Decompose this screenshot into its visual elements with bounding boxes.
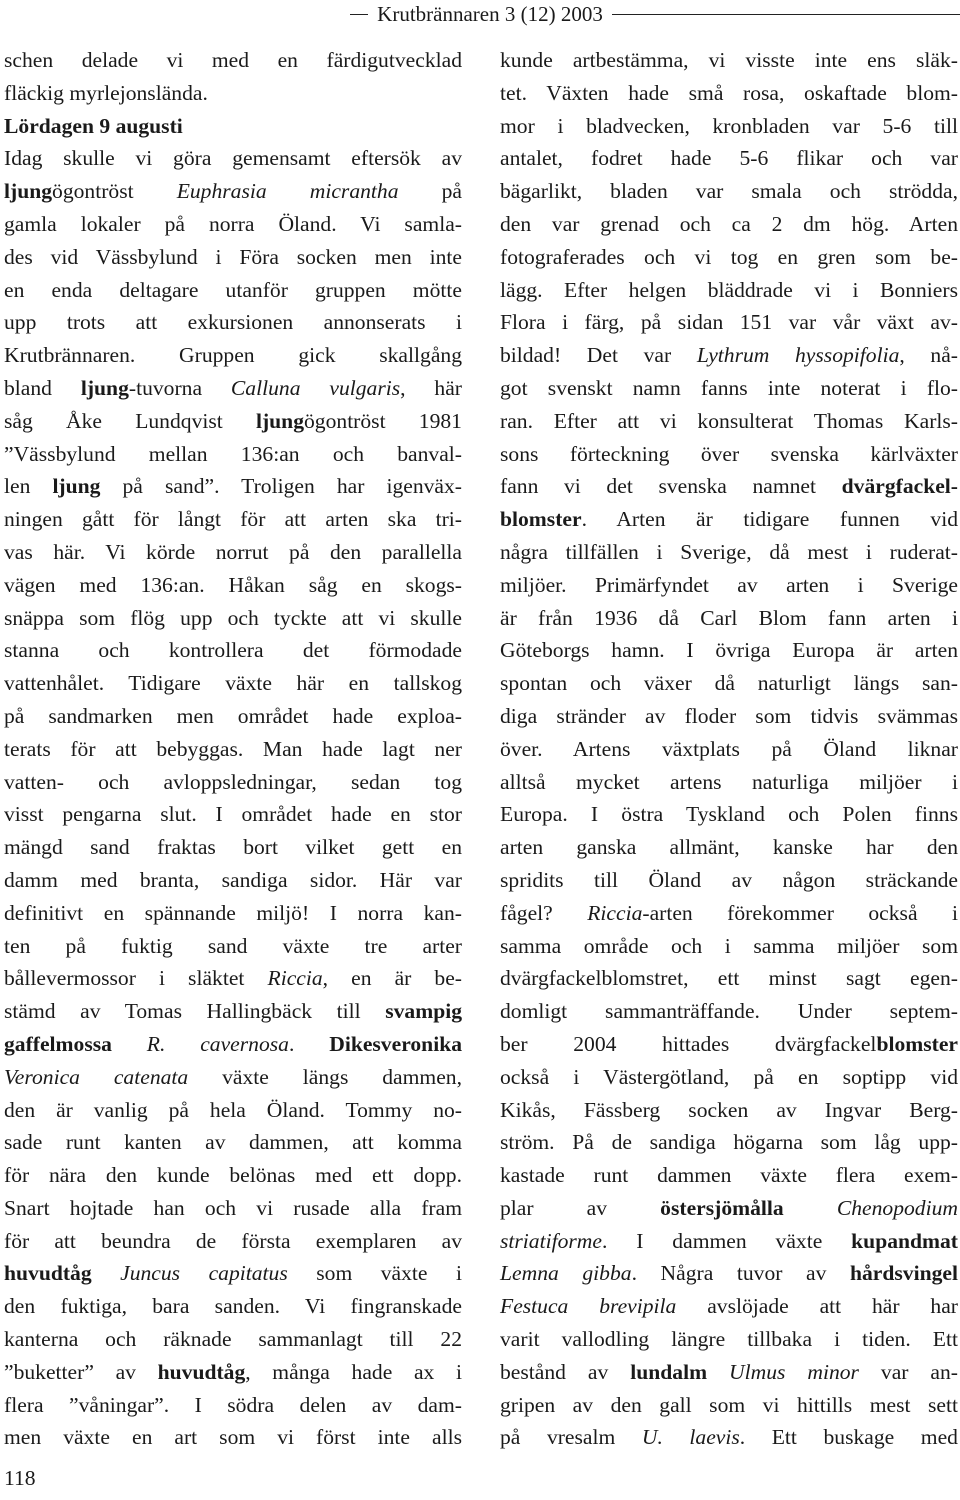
text-line: schen delade vi med en färdigutvecklad — [4, 48, 462, 72]
running-header — [0, 0, 960, 32]
text-line: got svenskt namn fanns inte noterat i flo- — [500, 375, 958, 400]
text-line: gamla lokaler på norra Öland. Vi samla- — [4, 211, 462, 236]
right-column — [500, 44, 958, 1454]
text-line: bållevermossor i släktet Riccia, en är be- — [4, 966, 462, 991]
text-line: definitivt en spännande miljö! I norra kan- — [4, 900, 462, 925]
text-line: den fuktiga, bara sanden. Vi fingranskade — [4, 1294, 462, 1319]
text-line: striatiforme. I dammen växte kupandmat — [500, 1228, 958, 1253]
text-line: ningen gått för långt för att arten ska tri- — [4, 507, 462, 532]
text-line: diga stränder av floder som tidvis svämmas — [500, 703, 958, 728]
text-line: miljöer. Primärfyndet av arten i Sverige — [500, 572, 958, 597]
text-line: Flora i färg, på sidan 151 var vår växt av- — [500, 310, 958, 335]
text-line: flera ”våningar”. I södra delen av dam- — [4, 1392, 462, 1417]
text-line: sade runt kanten av dammen, att komma — [4, 1130, 462, 1155]
text-line: vägen med 136:an. Håkan såg en skogs- — [4, 572, 462, 597]
text-line: Idag skulle vi göra gemensamt eftersök av — [4, 146, 462, 171]
text-line: tet. Växten hade små rosa, oskaftade blom- — [500, 80, 958, 105]
text-line: den var grenad och ca 2 dm hög. Arten — [500, 211, 958, 236]
text-line: den är vanlig på hela Öland. Tommy no- — [4, 1097, 462, 1122]
text-line: len ljung på sand”. Troligen har igenväx- — [4, 474, 462, 499]
text-line: såg Åke Lundqvist ljungögontröst 1981 — [4, 408, 462, 433]
text-line: också i Västergötland, på en soptipp vid — [500, 1064, 958, 1089]
text-line: bägarlikt, bladen var smala och strödda, — [500, 179, 958, 204]
text-line: en enda deltagare utanför gruppen mötte — [4, 277, 462, 302]
text-line: fann vi det svenska namnet dvärgfackel- — [500, 474, 958, 499]
text-line: samma område och i samma miljöer som — [500, 933, 958, 958]
text-line: antalet, fodret hade 5-6 flikar och var — [500, 146, 958, 171]
text-line: vas här. Vi körde norrut på den parallella — [4, 539, 462, 564]
text-line: terats för att bebyggas. Man hade lagt ner — [4, 736, 462, 761]
text-line: vatten- och avloppsledningar, sedan tog — [4, 769, 462, 794]
text-line: bildad! Det var Lythrum hyssopifolia, nå- — [500, 343, 958, 368]
text-line: fotograferades och vi tog en gren som be- — [500, 244, 958, 269]
text-line: ”buketter” av huvudtåg, många hade ax i — [4, 1359, 462, 1384]
text-line: ”Vässbylund mellan 136:an och banval- — [4, 441, 462, 466]
text-line: spontan och växer då naturligt längs san- — [500, 671, 958, 696]
text-line: bestånd av lundalm Ulmus minor var an- — [500, 1359, 958, 1384]
text-line: snäppa som flög upp och tyckte att vi skulle — [4, 605, 462, 630]
text-line: stanna och kontrollera det förmodade — [4, 638, 462, 663]
text-line: men växte en art som vi först inte alls — [4, 1425, 462, 1450]
text-line: gripen av den gall som vi hittills mest sett — [500, 1392, 958, 1417]
text-line: dvärgfackelblomstret, ett minst sagt egen- — [500, 966, 958, 991]
text-line: fläckig myrlejonslända. — [4, 80, 208, 105]
text-line: Kikås, Fässberg socken av Ingvar Berg- — [500, 1097, 958, 1122]
text-line: ran. Efter att vi konsulterat Thomas Karls- — [500, 408, 958, 433]
text-line: mängd sand fraktas bort vilket gett en — [4, 835, 462, 860]
text-line: för att beundra de första exemplaren av — [4, 1228, 462, 1253]
text-line: upp trots att exkursionen annonserats i — [4, 310, 462, 335]
journal-title: Krutbrännaren 3 (12) 2003 — [377, 2, 603, 26]
text-line: ber 2004 hittades dvärgfackelblomster — [500, 1031, 958, 1056]
text-line: Göteborgs hamn. I övriga Europa är arten — [500, 638, 958, 663]
text-line: kanterna och räknade sammanlagt till 22 — [4, 1327, 462, 1352]
text-line: varit vallodling längre tillbaka i tiden. Ett — [500, 1327, 958, 1352]
text-line: vattenhålet. Tidigare växte här en tallskog — [4, 671, 462, 696]
text-line: för nära den kunde belönas med ett dopp. — [4, 1163, 462, 1188]
text-line: huvudtåg Juncus capitatus som växte i — [4, 1261, 462, 1286]
text-line: på sandmarken men området hade exploa- — [4, 703, 462, 728]
text-line: domligt sammanträffande. Under septem- — [500, 999, 958, 1024]
text-line: damm med branta, sandiga sidor. Här var — [4, 867, 462, 892]
text-line: blomster. Arten är tidigare funnen vid — [500, 507, 958, 532]
text-line: lägg. Efter helgen bläddrade vi i Bonniers — [500, 277, 958, 302]
text-line: kunde artbestämma, vi visste inte ens släk- — [500, 48, 958, 72]
text-line: på vresalm U. laevis. Ett buskage med — [500, 1425, 958, 1450]
left-column — [4, 44, 462, 1454]
text-line: stämd av Tomas Hallingbäck till svampig — [4, 999, 462, 1024]
text-line: Veronica catenata växte längs dammen, — [4, 1064, 462, 1089]
text-line: sons förteckning över svenska kärlväxter — [500, 441, 958, 466]
text-line: Snart hojtade han och vi rusade alla fram — [4, 1195, 462, 1220]
text-line: Lemna gibba. Några tuvor av hårdsvingel — [500, 1261, 958, 1286]
page-number: 118 — [4, 1466, 36, 1490]
text-line: arten ganska allmänt, kanske har den — [500, 835, 958, 860]
text-line: mor i bladvecken, kronbladen var 5-6 till — [500, 113, 958, 138]
text-line: Festuca brevipila avslöjade att här har — [500, 1294, 958, 1319]
text-line: fågel? Riccia-arten förekommer också i — [500, 900, 959, 925]
text-line: Europa. I östra Tyskland och Polen finns — [500, 802, 958, 827]
text-line: över. Artens växtplats på Öland liknar — [500, 736, 958, 761]
text-line: kastade runt dammen växte flera exem- — [500, 1163, 958, 1188]
text-line: bland ljung-tuvorna Calluna vulgaris, här — [4, 375, 462, 400]
text-line: spridits till Öland av någon sträckande — [500, 867, 958, 892]
text-line: gaffelmossa R. cavernosa. Dikesveronika — [4, 1031, 462, 1056]
text-line: är från 1936 då Carl Blom fann arten i — [500, 605, 958, 630]
text-line: ten på fuktig sand växte tre arter — [4, 933, 462, 958]
text-line: des vid Vässbylund i Föra socken men inte — [4, 244, 462, 269]
header-rule-left — [350, 14, 368, 15]
text-line: alltså mycket artens naturliga miljöer i — [500, 769, 958, 794]
text-line: Krutbrännaren. Gruppen gick skallgång — [4, 343, 462, 368]
text-line: plar av östersjömålla Chenopodium — [500, 1195, 958, 1220]
text-line: visst pengarna slut. I området hade en stor — [4, 802, 462, 827]
text-line: några tillfällen i Sverige, då mest i ruderat- — [500, 539, 958, 564]
text-line: ljungögontröst Euphrasia micrantha på — [4, 179, 462, 204]
text-line: ström. På de sandiga högarna som låg upp- — [500, 1130, 958, 1155]
text-line: Lördagen 9 augusti — [4, 113, 183, 138]
header-rule-right — [612, 14, 960, 15]
